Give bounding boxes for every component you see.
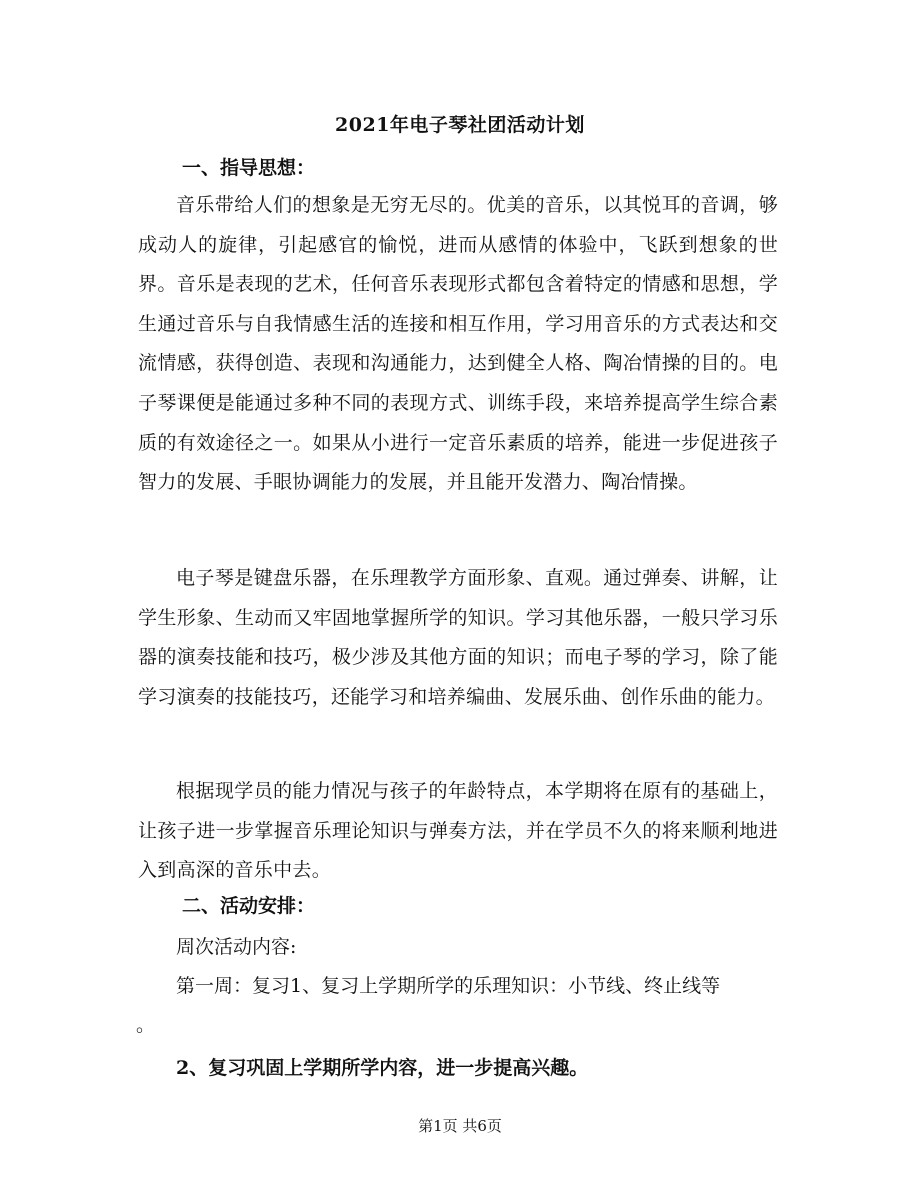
schedule-label: 周次活动内容: xyxy=(176,936,297,958)
paragraph-3: 根据现学员的能力情况与孩子的年龄特点，本学期将在原有的基础上，让孩子进一步掌握音乐理论知识与弹奏方法，并在学员不久的将来顺利地进入到高深的音乐中去。 xyxy=(138,780,778,882)
review-item-2: 2、复习巩固上学期所学内容，进一步提高兴趣。 xyxy=(176,1057,589,1079)
paragraph-2: 电子琴是键盘乐器，在乐理教学方面形象、直观。通过弹奏、讲解，让学生形象、生动而又牢固地掌握所学的知识。学习其他乐器，一般只学习乐器的演奏技能和技巧，极少涉及其他方面的知识；而电子琴的学习，除了能学习演奏的技能技巧，还能学习和培养编曲、发展乐曲、创作乐曲的能力。 xyxy=(138,567,778,708)
week-1-line-tail: 。 xyxy=(136,1014,156,1036)
week-1-line: 第一周：复习1、复习上学期所学的乐理知识：小节线、终止线等 xyxy=(176,975,721,997)
section-heading-activity-arrangement: 二、活动安排： xyxy=(182,895,316,917)
paragraph-1: 音乐带给人们的想象是无穷无尽的。优美的音乐，以其悦耳的音调，够成动人的旋律，引起感官的愉悦，进而从感情的体验中，飞跃到想象的世界。音乐是表现的艺术，任何音乐表现形式都包含着特定的情感和思想，学生通过音乐与自我情感生活的连接和相互作用，学习用音乐的方式表达和交流情感，获得创造、表现和沟通能力，达到健全人格、陶冶情操的目的。电子琴课便是能通过多种不同的表现方式、训练手段，来培养提高学生综合素质的有效途径之一。如果从小进行一定音乐素质的培养，能进一步促进孩子智力的发展、手眼协调能力的发展，并且能开发潜力、陶冶情操。 xyxy=(138,194,778,494)
document-title: 2021年电子琴社团活动计划 xyxy=(335,114,585,136)
section-heading-guiding-ideology: 一、指导思想： xyxy=(182,157,316,179)
page-indicator: 第1页 共6页 xyxy=(418,1117,502,1135)
